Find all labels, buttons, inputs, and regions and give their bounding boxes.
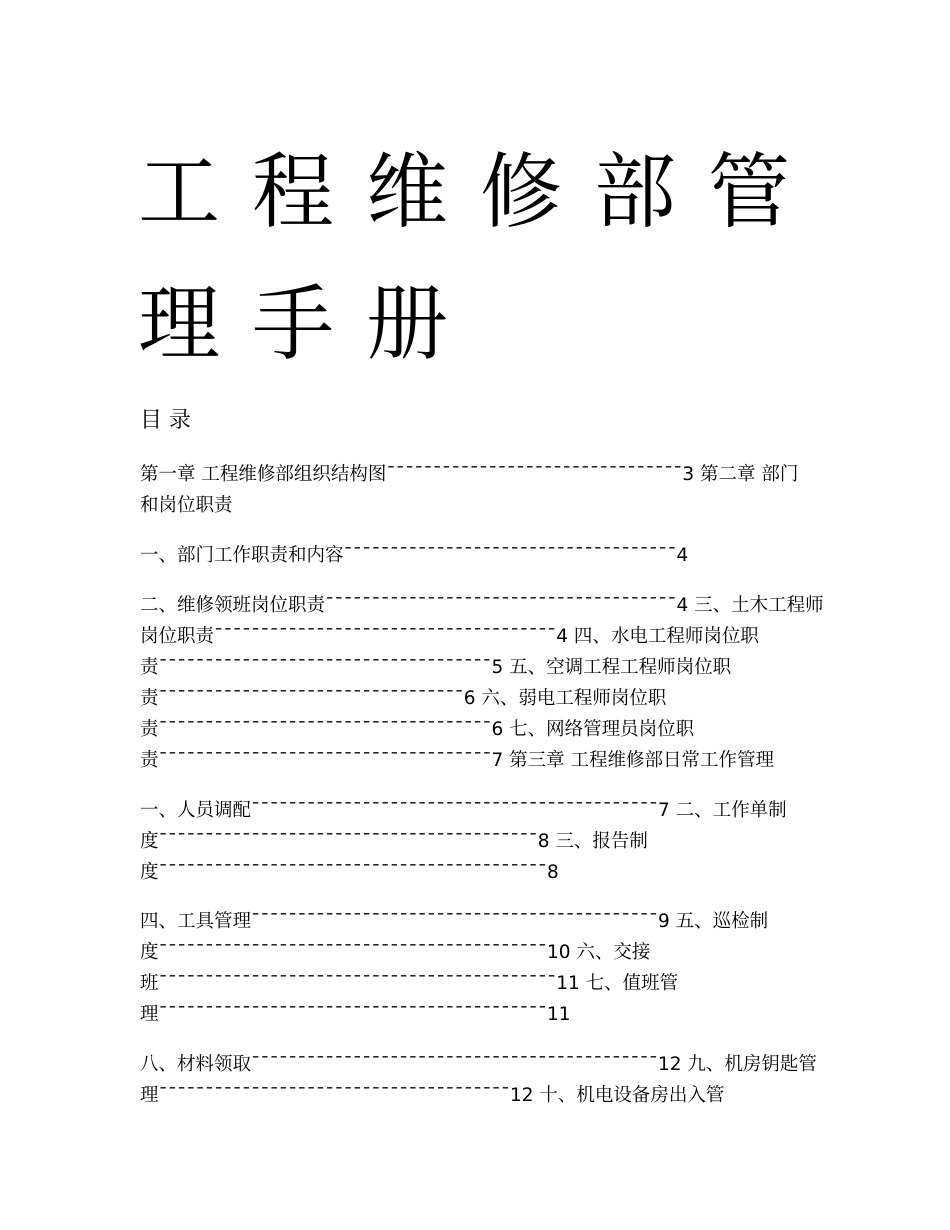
toc-line: 一、人员调配¯¯¯¯¯¯¯¯¯¯¯¯¯¯¯¯¯¯¯¯¯¯¯¯¯¯¯¯¯¯¯¯¯¯¯¯¯¯¯¯¯¯¯¯7 二、工作单制 — [140, 800, 787, 821]
toc-line: 八、材料领取¯¯¯¯¯¯¯¯¯¯¯¯¯¯¯¯¯¯¯¯¯¯¯¯¯¯¯¯¯¯¯¯¯¯¯¯¯¯¯¯¯¯¯¯12 九、机房钥匙管 — [140, 1054, 817, 1075]
toc-heading: 目 录 — [140, 408, 191, 433]
document-title-line-1 — [138, 145, 822, 240]
toc-line: 度¯¯¯¯¯¯¯¯¯¯¯¯¯¯¯¯¯¯¯¯¯¯¯¯¯¯¯¯¯¯¯¯¯¯¯¯¯¯¯¯¯¯10 六、交接 — [140, 942, 651, 963]
toc-line: 责¯¯¯¯¯¯¯¯¯¯¯¯¯¯¯¯¯¯¯¯¯¯¯¯¯¯¯¯¯¯¯¯¯¯¯¯6 七、网络管理员岗位职 — [140, 719, 695, 740]
title-char: 修 — [480, 145, 563, 240]
toc-line: 第一章 工程维修部组织结构图¯¯¯¯¯¯¯¯¯¯¯¯¯¯¯¯¯¯¯¯¯¯¯¯¯¯¯¯¯¯¯¯3 第二章 部门 — [140, 464, 799, 485]
title-char: 程 — [252, 145, 335, 240]
toc-line: 理¯¯¯¯¯¯¯¯¯¯¯¯¯¯¯¯¯¯¯¯¯¯¯¯¯¯¯¯¯¯¯¯¯¯¯¯¯¯¯¯¯¯11 — [140, 1004, 571, 1025]
toc-line: 一、部门工作职责和内容¯¯¯¯¯¯¯¯¯¯¯¯¯¯¯¯¯¯¯¯¯¯¯¯¯¯¯¯¯¯¯¯¯¯¯¯4 — [140, 545, 689, 566]
toc-line: 班¯¯¯¯¯¯¯¯¯¯¯¯¯¯¯¯¯¯¯¯¯¯¯¯¯¯¯¯¯¯¯¯¯¯¯¯¯¯¯¯¯¯¯11 七、值班管 — [140, 973, 679, 994]
title-char: 册 — [366, 277, 449, 372]
toc-line: 理¯¯¯¯¯¯¯¯¯¯¯¯¯¯¯¯¯¯¯¯¯¯¯¯¯¯¯¯¯¯¯¯¯¯¯¯¯¯12 十、机电设备房出入管 — [140, 1085, 725, 1106]
title-char: 管 — [708, 145, 791, 240]
title-char: 手 — [252, 277, 335, 372]
toc-line: 和岗位职责 — [140, 495, 233, 516]
title-char: 工 — [138, 145, 221, 240]
toc-line: 二、维修领班岗位职责¯¯¯¯¯¯¯¯¯¯¯¯¯¯¯¯¯¯¯¯¯¯¯¯¯¯¯¯¯¯¯¯¯¯¯¯¯¯4 三、土木工程师 — [140, 595, 824, 616]
toc-line: 岗位职责¯¯¯¯¯¯¯¯¯¯¯¯¯¯¯¯¯¯¯¯¯¯¯¯¯¯¯¯¯¯¯¯¯¯¯¯¯4 四、水电工程师岗位职 — [140, 626, 759, 647]
toc-line: 责¯¯¯¯¯¯¯¯¯¯¯¯¯¯¯¯¯¯¯¯¯¯¯¯¯¯¯¯¯¯¯¯¯¯¯¯5 五、空调工程工程师岗位职 — [140, 657, 732, 678]
title-char: 部 — [594, 145, 677, 240]
toc-line: 责¯¯¯¯¯¯¯¯¯¯¯¯¯¯¯¯¯¯¯¯¯¯¯¯¯¯¯¯¯¯¯¯¯6 六、弱电工程师岗位职 — [140, 688, 667, 709]
toc-line: 度¯¯¯¯¯¯¯¯¯¯¯¯¯¯¯¯¯¯¯¯¯¯¯¯¯¯¯¯¯¯¯¯¯¯¯¯¯¯¯¯¯8 三、报告制 — [140, 831, 648, 852]
toc-line: 四、工具管理¯¯¯¯¯¯¯¯¯¯¯¯¯¯¯¯¯¯¯¯¯¯¯¯¯¯¯¯¯¯¯¯¯¯¯¯¯¯¯¯¯¯¯¯9 五、巡检制 — [140, 911, 769, 932]
toc-line: 责¯¯¯¯¯¯¯¯¯¯¯¯¯¯¯¯¯¯¯¯¯¯¯¯¯¯¯¯¯¯¯¯¯¯¯¯7 第三章 工程维修部日常工作管理 — [140, 750, 775, 771]
title-char: 理 — [138, 277, 221, 372]
document-title-line-2 — [138, 277, 480, 372]
toc-line: 度¯¯¯¯¯¯¯¯¯¯¯¯¯¯¯¯¯¯¯¯¯¯¯¯¯¯¯¯¯¯¯¯¯¯¯¯¯¯¯¯¯¯8 — [140, 862, 559, 883]
title-char: 维 — [366, 145, 449, 240]
